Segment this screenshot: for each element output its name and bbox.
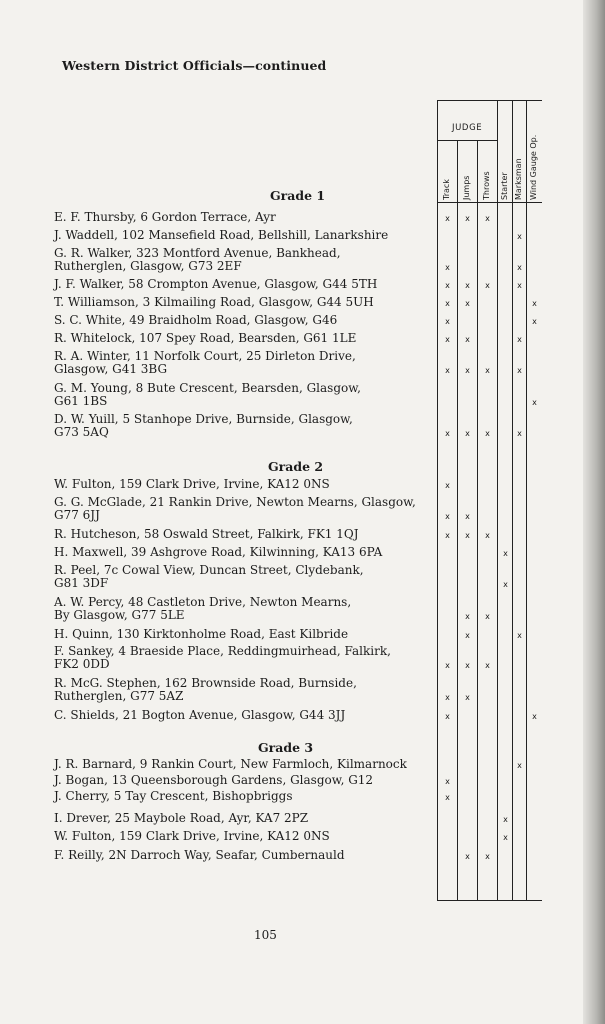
judge-mark: x xyxy=(465,335,470,344)
entry-g3-2: J. Cherry, 5 Tay Crescent, Bishopbriggs xyxy=(54,789,293,803)
judge-mark: x xyxy=(445,263,450,272)
judge-mark: x xyxy=(485,366,490,375)
entry-g2-4: R. Peel, 7c Cowal View, Duncan Street, Clydebank, G81 3DF xyxy=(54,563,364,590)
judge-mark: x xyxy=(532,317,537,326)
column-header-wind-gauge: Wind Gauge Op. xyxy=(529,134,538,200)
judge-mark: x xyxy=(445,481,450,490)
judge-mark: x xyxy=(517,281,522,290)
entry-g1-9: D. W. Yuill, 5 Stanhope Drive, Burnside, Glasgow, G73 5AQ xyxy=(54,412,353,439)
judge-mark: x xyxy=(445,693,450,702)
judge-mark: x xyxy=(485,612,490,621)
judge-mark: x xyxy=(485,214,490,223)
judge-mark: x xyxy=(503,549,508,558)
judge-mark: x xyxy=(465,531,470,540)
entry-g2-7: F. Sankey, 4 Braeside Place, Reddingmuirhead, Falkirk, FK2 0DD xyxy=(54,644,391,671)
judge-mark: x xyxy=(445,281,450,290)
judge-mark: x xyxy=(445,777,450,786)
entry-g1-5: S. C. White, 49 Braidholm Road, Glasgow, G46 xyxy=(54,313,338,327)
entry-g1-0: E. F. Thursby, 6 Gordon Terrace, Ayr xyxy=(54,210,276,224)
grid-header-underline xyxy=(437,202,542,203)
judge-mark: x xyxy=(532,398,537,407)
judge-mark: x xyxy=(445,512,450,521)
grid-top-border xyxy=(437,100,542,101)
entry-g2-3: H. Maxwell, 39 Ashgrove Road, Kilwinning, KA13 6PA xyxy=(54,545,383,559)
judge-mark: x xyxy=(445,299,450,308)
page-number: 105 xyxy=(254,928,277,942)
entry-g2-5: A. W. Percy, 48 Castleton Drive, Newton Mearns, By Glasgow, G77 5LE xyxy=(54,595,352,622)
entry-g2-0: W. Fulton, 159 Clark Drive, Irvine, KA12 0NS xyxy=(54,477,330,491)
entry-g1-6: R. Whitelock, 107 Spey Road, Bearsden, G61 1LE xyxy=(54,331,357,345)
column-header-jumps: Jumps xyxy=(462,175,471,200)
entry-g2-8: R. McG. Stephen, 162 Brownside Road, Burnside, Rutherglen, G77 5AZ xyxy=(54,676,357,703)
judge-mark: x xyxy=(503,815,508,824)
entry-g1-7: R. A. Winter, 11 Norfolk Court, 25 Dirleton Drive, Glasgow, G41 3BG xyxy=(54,349,356,376)
judge-mark: x xyxy=(445,793,450,802)
column-header-track: Track xyxy=(442,179,451,200)
judge-mark: x xyxy=(485,281,490,290)
judge-mark: x xyxy=(517,335,522,344)
judge-mark: x xyxy=(517,761,522,770)
entry-g3-3: I. Drever, 25 Maybole Road, Ayr, KA7 2PZ xyxy=(54,811,309,825)
judge-mark: x xyxy=(465,852,470,861)
judge-mark: x xyxy=(465,429,470,438)
column-header-marksman: Marksman xyxy=(514,158,523,200)
grid-line-starter-right xyxy=(512,100,513,900)
judge-mark: x xyxy=(445,429,450,438)
entry-g1-8: G. M. Young, 8 Bute Crescent, Bearsden, Glasgow, G61 1BS xyxy=(54,381,361,408)
entry-g3-0: J. R. Barnard, 9 Rankin Court, New Farmloch, Kilmarnock xyxy=(54,757,407,771)
entry-g1-2: G. R. Walker, 323 Montford Avenue, Bankhead, Rutherglen, Glasgow, G73 2EF xyxy=(54,246,341,273)
judge-mark: x xyxy=(465,612,470,621)
entry-g3-1: J. Bogan, 13 Queensborough Gardens, Glasgow, G12 xyxy=(54,773,374,787)
judge-mark: x xyxy=(485,531,490,540)
judge-mark: x xyxy=(445,366,450,375)
entry-g1-1: J. Waddell, 102 Mansefield Road, Bellshill, Lanarkshire xyxy=(54,228,389,242)
judge-mark: x xyxy=(517,366,522,375)
judge-mark: x xyxy=(445,335,450,344)
entry-g3-5: F. Reilly, 2N Darroch Way, Seafar, Cumbernauld xyxy=(54,848,345,862)
judge-mark: x xyxy=(517,429,522,438)
entry-g1-3: J. F. Walker, 58 Crompton Avenue, Glasgow, G44 5TH xyxy=(54,277,378,291)
judge-mark: x xyxy=(485,429,490,438)
judge-group-label: JUDGE xyxy=(452,123,483,133)
judge-mark: x xyxy=(532,712,537,721)
column-header-throws: Throws xyxy=(482,171,491,200)
judge-mark: x xyxy=(517,263,522,272)
judge-mark: x xyxy=(465,299,470,308)
entry-g2-9: C. Shields, 21 Bogton Avenue, Glasgow, G44 3JJ xyxy=(54,708,346,722)
grade-3-title: Grade 3 xyxy=(258,740,314,755)
judge-mark: x xyxy=(465,631,470,640)
entry-g3-4: W. Fulton, 159 Clark Drive, Irvine, KA12 0NS xyxy=(54,829,330,843)
judge-mark: x xyxy=(465,512,470,521)
judge-mark: x xyxy=(445,317,450,326)
entry-g1-4: T. Williamson, 3 Kilmailing Road, Glasgow, G44 5UH xyxy=(54,295,374,309)
entry-g2-2: R. Hutcheson, 58 Oswald Street, Falkirk, FK1 1QJ xyxy=(54,527,359,541)
grid-line-judge-right xyxy=(497,100,498,900)
judge-mark: x xyxy=(517,631,522,640)
judge-mark: x xyxy=(445,661,450,670)
judge-mark: x xyxy=(503,580,508,589)
judge-mark: x xyxy=(517,232,522,241)
grade-1-title: Grade 1 xyxy=(270,188,326,203)
judge-mark: x xyxy=(445,214,450,223)
judge-mark: x xyxy=(465,281,470,290)
grid-line-jumps-right xyxy=(477,140,478,900)
grid-line-track-right xyxy=(457,140,458,900)
judge-mark: x xyxy=(532,299,537,308)
judge-mark: x xyxy=(485,852,490,861)
judge-mark: x xyxy=(465,661,470,670)
grid-line-marksman-right xyxy=(526,100,527,900)
page-gutter-shadow xyxy=(583,0,605,1024)
judge-mark: x xyxy=(465,214,470,223)
entry-g2-6: H. Quinn, 130 Kirktonholme Road, East Kilbride xyxy=(54,627,349,641)
grade-2-title: Grade 2 xyxy=(268,459,324,474)
judge-mark: x xyxy=(465,693,470,702)
page-heading: Western District Officials—continued xyxy=(62,58,327,73)
column-header-starter: Starter xyxy=(500,172,509,200)
judge-mark: x xyxy=(445,531,450,540)
judge-mark: x xyxy=(445,712,450,721)
entry-g2-1: G. G. McGlade, 21 Rankin Drive, Newton Mearns, Glasgow, G77 6JJ xyxy=(54,495,416,522)
judge-mark: x xyxy=(503,833,508,842)
judge-mark: x xyxy=(485,661,490,670)
judge-mark: x xyxy=(465,366,470,375)
